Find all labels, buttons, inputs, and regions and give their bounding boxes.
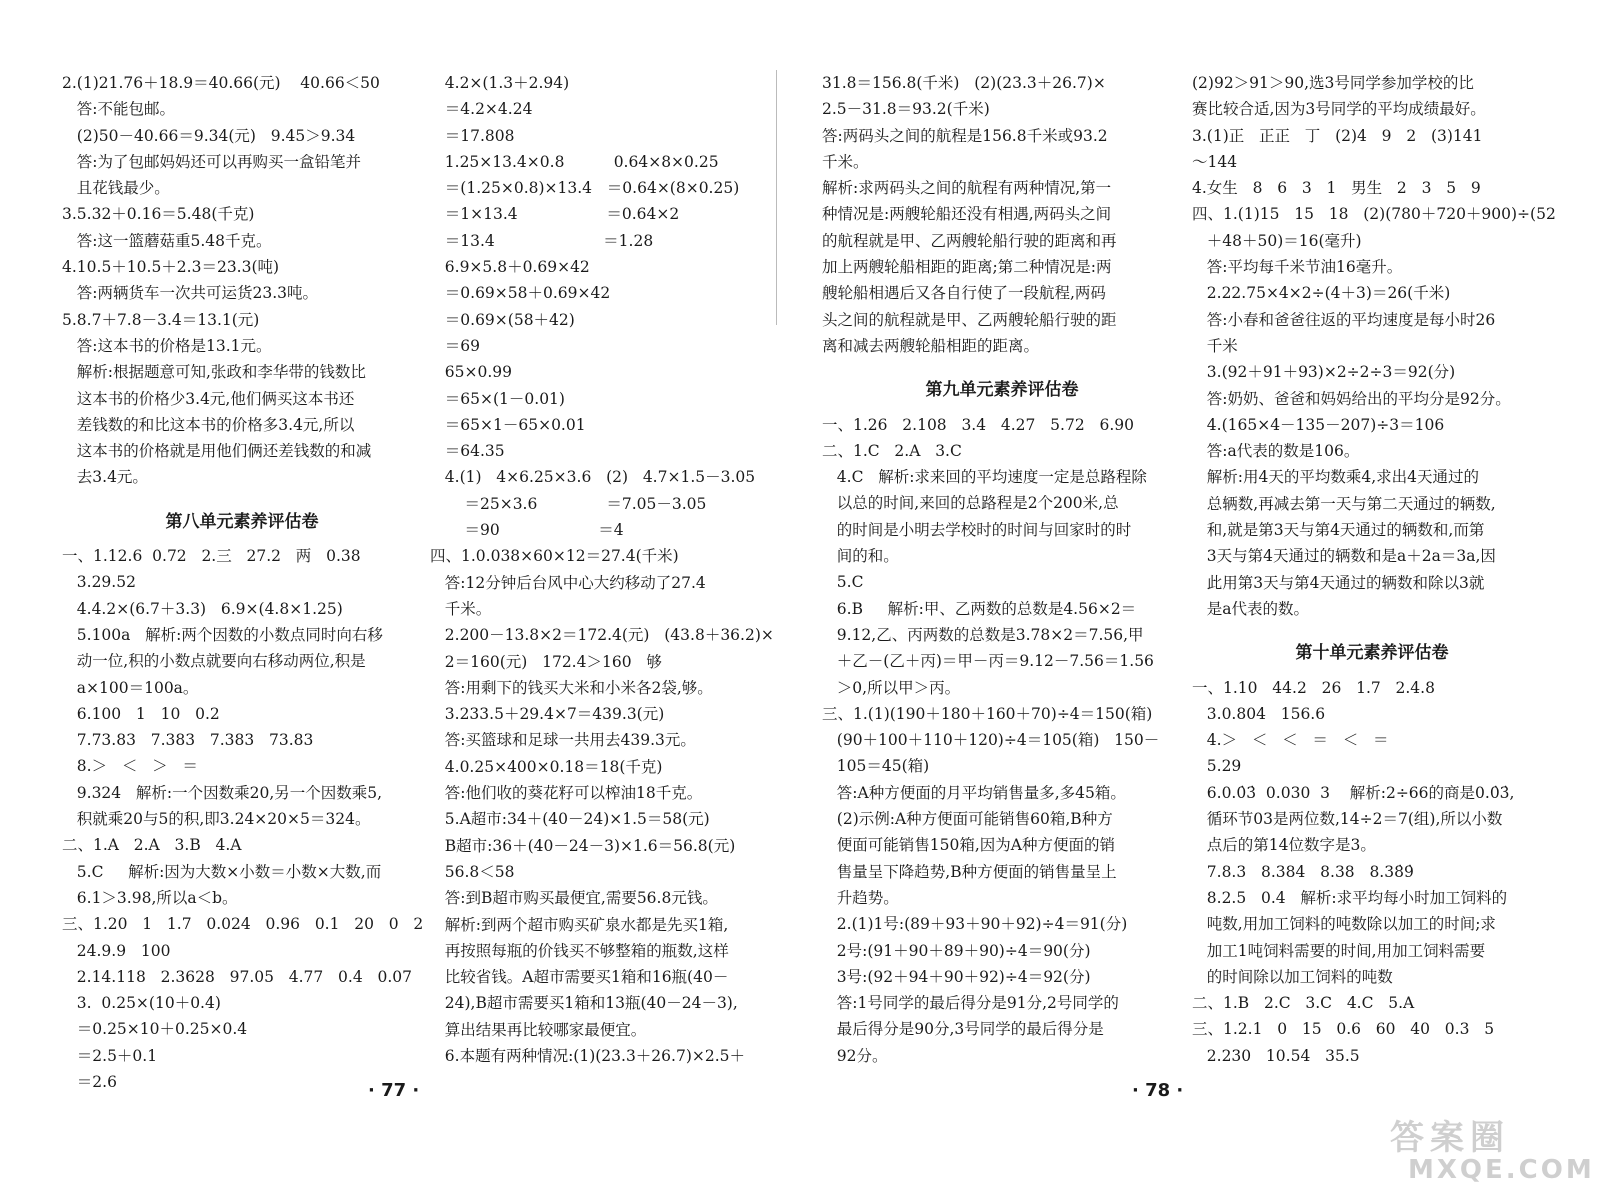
- answer-line: 3. 0.25×(10＋0.4): [62, 994, 221, 1013]
- answer-line: 7.73.83 7.383 7.383 73.83: [62, 731, 314, 750]
- answer-line: 便面可能销售150箱,因为A种方便面的销: [822, 836, 1115, 855]
- answer-line: ＝69: [430, 336, 481, 355]
- answer-line: 答:奶奶、爸爸和妈妈给出的平均分是92分。: [1192, 389, 1511, 408]
- answer-line: 答:A种方便面的月平均销售量多,多45箱。: [822, 783, 1126, 802]
- answer-line: ＋乙－(乙＋丙)＝甲－丙＝9.12－7.56＝1.56: [822, 652, 1154, 671]
- answer-line: (2)50－40.66＝9.34(元) 9.45＞9.34: [62, 126, 356, 145]
- section-heading: 第十单元素养评估卷: [1295, 643, 1449, 664]
- answer-line: 的航程就是甲、乙两艘轮船行驶的距离和再: [822, 231, 1117, 250]
- answer-line: 6.9×5.8＋0.69×42: [430, 258, 590, 277]
- answer-line: 赛比较合适,因为3号同学的平均成绩最好。: [1192, 100, 1486, 119]
- answer-line: 4.＞ ＜ ＜ ＝ ＜ ＝: [1192, 731, 1389, 750]
- answer-line: 升趋势。: [822, 888, 899, 907]
- answer-line: ＝90 ＝4: [430, 521, 624, 540]
- answer-line: 92分。: [822, 1046, 888, 1065]
- answer-line: 一、1.26 2.108 3.4 4.27 5.72 6.90: [822, 415, 1134, 434]
- answer-line: 6.0.0̇3̇ 0.030 3 解析:2÷66的商是0.0̇3̇,: [1192, 783, 1515, 802]
- answer-line: 答:两码头之间的航程是156.8千米或93.2: [822, 126, 1108, 145]
- answer-line: ＝4.2×4.24: [430, 100, 533, 119]
- answer-line: 答:小春和爸爸往返的平均速度是每小时26: [1192, 310, 1496, 329]
- answer-line: a×100＝100a。: [62, 678, 199, 697]
- answer-line: 解析:根据题意可知,张政和李华带的钱数比: [62, 363, 366, 382]
- answer-line: 5.A超市:34＋(40－24)×1.5＝58(元): [430, 810, 710, 829]
- answer-line: 5.29: [1192, 757, 1242, 776]
- answer-line: 吨数,用加工饲料的吨数除以加工的时间;求: [1192, 915, 1496, 934]
- answer-line: 答:到B超市购买最便宜,需要56.8元钱。: [430, 889, 718, 908]
- answer-line: 最后得分是90分,3号同学的最后得分是: [822, 1020, 1104, 1039]
- answer-line: 4.(1) 4×6.25×3.6 (2) 4.7×1.5－3.05: [430, 468, 756, 487]
- answer-line: 答:这本书的价格是13.1元。: [62, 336, 272, 355]
- answer-line: 3.5.32＋0.16＝5.48(千克): [62, 205, 255, 224]
- answer-line: 5.C: [822, 573, 864, 592]
- answer-line: 2＝160(元) 172.4＞160 够: [430, 652, 662, 671]
- answer-line: ＝65×(1－0.01): [430, 389, 565, 408]
- answer-line: 动一位,积的小数点就要向右移动两位,积是: [62, 652, 366, 671]
- answer-line: 56.8＜58: [430, 862, 515, 881]
- answer-line: 4.2×(1.3＋2.94): [430, 74, 570, 92]
- answer-line: 差钱数的和比这本书的价格多3.4元,所以: [62, 415, 355, 434]
- answer-line: 以总的时间,来回的总路程是2个200米,总: [822, 494, 1119, 513]
- answer-line: 二、1.A 2.A 3.B 4.A: [62, 836, 242, 855]
- answer-line: 24.9.9 100: [62, 941, 171, 960]
- answer-line: 2号:(91＋90＋89＋90)÷4＝90(分): [822, 941, 1091, 960]
- answer-line: 种情况是:两艘轮船还没有相遇,两码头之间: [822, 205, 1112, 224]
- answer-line: 答:这一篮蘑菇重5.48千克。: [62, 231, 272, 250]
- page-number-right: · 78 ·: [1132, 1080, 1184, 1101]
- answer-line: 循环节03是两位数,14÷2＝7(组),所以小数: [1192, 810, 1503, 829]
- answer-line: 比较省钱。A超市需要买1箱和16瓶(40－: [430, 968, 729, 987]
- answer-line: 6.B 解析:甲、乙两数的总数是4.56×2＝: [822, 599, 1137, 618]
- answer-line: 4.4.2×(6.7＋3.3) 6.9×(4.8×1.25): [62, 599, 343, 618]
- answer-line: ＝64.35: [430, 442, 505, 461]
- answer-line: 2.14.118 2.3628 97.05 4.77 0.4 0.07: [62, 967, 412, 986]
- section-heading: 第九单元素养评估卷: [925, 380, 1079, 401]
- answer-line: 千米: [1192, 336, 1238, 355]
- answer-line: 5.100a 解析:两个因数的小数点同时向右移: [62, 625, 383, 644]
- answer-line: 一、1.12.6 0.72 2.三 27.2 两 0.38: [62, 547, 361, 566]
- answer-line: 9.12,乙、丙两数的总数是3.78×2＝7.56,甲: [822, 625, 1144, 644]
- answer-line: 24),B超市需要买1箱和13瓶(40－24－3),: [430, 994, 738, 1013]
- answer-line: 3号:(92＋94＋90＋92)÷4＝92(分): [822, 967, 1091, 986]
- answer-line: 2.(1)21.76＋18.9＝40.66(元) 40.66＜50: [62, 74, 380, 92]
- answer-line: 2.22.75×4×2÷(4＋3)＝26(千米): [1192, 284, 1451, 303]
- column-2: [430, 70, 790, 1069]
- answer-line: 8.2.5 0.4 解析:求平均每小时加工饲料的: [1192, 888, 1508, 907]
- answer-line: 售量呈下降趋势,B种方便面的销售量呈上: [822, 862, 1117, 881]
- answer-line: ＝0.69×58＋0.69×42: [430, 284, 611, 303]
- answer-line: 答:a代表的数是106。: [1192, 442, 1360, 461]
- answer-line: 一、1.10 44.2 26 1.7 2.4.8: [1192, 678, 1435, 697]
- answer-line: 9.324 解析:一个因数乘20,另一个因数乘5,: [62, 783, 383, 802]
- answer-line: 答:1号同学的最后得分是91分,2号同学的: [822, 994, 1119, 1013]
- answer-line: 6.1＞3.98,所以a＜b。: [62, 888, 238, 907]
- answer-line: 3.233.5＋29.4×7＝439.3(元): [430, 705, 665, 724]
- answer-line: ＝2.6: [62, 1072, 117, 1091]
- answer-line: 千米。: [822, 152, 869, 171]
- answer-line: (90＋100＋110＋120)÷4＝105(箱) 150－: [822, 731, 1160, 750]
- answer-line: 再按照每瓶的价钱买不够整箱的瓶数,这样: [430, 941, 729, 960]
- answer-line: 2.200－13.8×2＝172.4(元) (43.8＋36.2)×: [430, 626, 774, 645]
- watermark-logo: [1390, 1110, 1595, 1190]
- answer-line: 二、1.C 2.A 3.C: [822, 441, 962, 460]
- answer-line: 千米。: [430, 599, 492, 618]
- answer-line: 7.8.3 8.384 8.38 8.38̇9̇: [1192, 862, 1414, 881]
- answer-line: ～144: [1192, 152, 1238, 171]
- answer-line: 8.＞ ＜ ＞ ＝: [62, 757, 198, 776]
- answer-line: 5.C 解析:因为大数×小数＝小数×大数,而: [62, 862, 382, 881]
- answer-line: 三、1.2.1 0 15 0.6 60 40 0.3 5: [1192, 1020, 1495, 1039]
- answer-line: 的时间是小明去学校时的时间与回家时的时: [822, 520, 1132, 539]
- answer-line: ＝(1.25×0.8)×13.4 ＝0.64×(8×0.25): [430, 179, 740, 198]
- answer-line: 答:两辆货车一次共可运货23.3吨。: [62, 284, 319, 303]
- answer-line: 加上两艘轮船相距的距离;第二种情况是:两: [822, 258, 1112, 277]
- answer-line: 加工1吨饲料需要的时间,用加工饲料需要: [1192, 941, 1486, 960]
- answer-line: 2.230 10.54 35.5: [1192, 1046, 1360, 1065]
- answer-line: 间的和。: [822, 547, 899, 566]
- answer-line: 6.100 1 10 0.2: [62, 704, 220, 723]
- answer-line: 解析:到两个超市购买矿泉水都是先买1箱,: [430, 915, 729, 934]
- answer-line: 1.25×13.4×0.8 0.64×8×0.25: [430, 152, 719, 171]
- section-heading: 第八单元素养评估卷: [165, 511, 319, 532]
- answer-line: ＝13.4 ＝1.28: [430, 231, 654, 250]
- answer-line: 去3.4元。: [62, 468, 148, 487]
- answer-line: ＝0.69×(58＋42): [430, 310, 575, 329]
- answer-line: 算出结果再比较哪家最便宜。: [430, 1020, 647, 1039]
- answer-line: 3.(1)正 正正 丁 (2)4 9 2 (3)141: [1192, 126, 1483, 145]
- answer-line: 的时间除以加工饲料的吨数: [1192, 967, 1393, 986]
- answer-line: 积就乘20与5的积,即3.24×20×5＝324。: [62, 810, 371, 829]
- column-1: [62, 70, 422, 1095]
- answer-line: 四、1.0.038×60×12＝27.4(千米): [430, 547, 679, 566]
- page-number-left: · 77 ·: [368, 1080, 420, 1101]
- answer-line: 四、1.(1)15 15 18 (2)(780＋720＋900)÷(52: [1192, 205, 1556, 224]
- answer-line: B超市:36＋(40－24－3)×1.6＝56.8(元): [430, 836, 736, 855]
- answer-line: 头之间的航程就是甲、乙两艘轮船行驶的距: [822, 310, 1117, 329]
- answer-line: ＞0,所以甲＞丙。: [822, 678, 961, 697]
- answer-line: 4.10.5＋10.5＋2.3＝23.3(吨): [62, 258, 280, 277]
- answer-line: 答:12分钟后台风中心大约移动了27.4: [430, 573, 706, 592]
- answer-line: 3.29.52: [62, 573, 136, 592]
- answer-line: 3.0.804 156.6: [1192, 704, 1326, 723]
- answer-line: 这本书的价格少3.4元,他们俩买这本书还: [62, 389, 355, 408]
- answer-line: 三、1.20 1 1.7 0.024 0.96 0.1 20 0 2: [62, 915, 424, 934]
- answer-line: 答:不能包邮。: [62, 100, 176, 119]
- watermark-text-top: 答案圈: [1390, 1118, 1510, 1158]
- answer-line: 答:用剩下的钱买大米和小米各2袋,够。: [430, 678, 713, 697]
- column-4: [1192, 70, 1556, 1069]
- answer-line: 2.5－31.8＝93.2(千米): [822, 100, 990, 119]
- answer-line: 3天与第4天通过的辆数和是a＋2a＝3a,因: [1192, 547, 1496, 566]
- answer-line: ＝65×1－65×0.01: [430, 415, 586, 434]
- answer-line: 65×0.99: [430, 363, 513, 382]
- answer-line: 三、1.(1)(190＋180＋160＋70)÷4＝150(箱): [822, 704, 1153, 723]
- answer-line: 答:平均每千米节油16毫升。: [1192, 258, 1403, 277]
- answer-line: 31.8＝156.8(千米) (2)(23.3＋26.7)×: [822, 74, 1106, 92]
- answer-line: 和,就是第3天与第4天通过的辆数和,而第: [1192, 521, 1485, 540]
- answer-line: 且花钱最少。: [62, 179, 170, 198]
- answer-line: ＝2.5＋0.1: [62, 1046, 158, 1065]
- answer-line: 4.女生 8 6 3 1 男生 2 3 5 9: [1192, 179, 1481, 198]
- answer-line: 6.本题有两种情况:(1)(23.3＋26.7)×2.5＋: [430, 1046, 746, 1065]
- answer-line: 答:他们收的葵花籽可以榨油18千克。: [430, 784, 703, 803]
- answer-line: 艘轮船相遇后又各自行使了一段航程,两码: [822, 284, 1106, 303]
- answer-line: 5.8.7＋7.8－3.4＝13.1(元): [62, 310, 260, 329]
- answer-line: 离和减去两艘轮船相距的距离。: [822, 336, 1040, 355]
- answer-line: 答:为了包邮妈妈还可以再购买一盒铅笔并: [62, 152, 362, 171]
- answer-line: 答:买篮球和足球一共用去439.3元。: [430, 731, 696, 750]
- column-3: [822, 70, 1182, 1069]
- answer-line: ＝25×3.6 ＝7.05－3.05: [430, 494, 707, 513]
- answer-line: (2)92＞91＞90,选3号同学参加学校的比: [1192, 74, 1474, 92]
- answer-line: 4.0.25×400×0.18＝18(千克): [430, 757, 663, 776]
- watermark-text-bottom: MXQE.COM: [1408, 1155, 1595, 1185]
- answer-line: 解析:用4天的平均数乘4,求出4天通过的: [1192, 468, 1480, 487]
- column-divider: [776, 70, 777, 325]
- answer-line: 4.C 解析:求来回的平均速度一定是总路程除: [822, 468, 1147, 487]
- answer-line: 点后的第14位数字是3。: [1192, 836, 1376, 855]
- answer-line: ＝0.25×10＋0.25×0.4: [62, 1020, 248, 1039]
- answer-line: 3.(92＋91＋93)×2÷2÷3＝92(分): [1192, 363, 1456, 382]
- answer-line: 此用第3天与第4天通过的辆数和除以3就: [1192, 573, 1485, 592]
- answer-line: ＝17.808: [430, 126, 515, 145]
- answer-line: ＝1×13.4 ＝0.64×2: [430, 205, 680, 224]
- answer-line: 105＝45(箱): [822, 757, 930, 776]
- answer-line: 2.(1)1号:(89＋93＋90＋92)÷4＝91(分): [822, 915, 1128, 934]
- answer-line: ＋48＋50)＝16(毫升): [1192, 231, 1362, 250]
- answer-line: 这本书的价格就是用他们俩还差钱数的和减: [62, 442, 372, 461]
- answer-line: (2)示例:A种方便面可能销售60箱,B种方: [822, 810, 1113, 829]
- answer-line: 二、1.B 2.C 3.C 4.C 5.A: [1192, 994, 1415, 1013]
- answer-line: 总辆数,再减去第一天与第二天通过的辆数,: [1192, 494, 1496, 513]
- answer-line: 解析:求两码头之间的航程有两种情况,第一: [822, 179, 1112, 198]
- answer-line: 是a代表的数。: [1192, 599, 1310, 618]
- answer-line: 4.(165×4－135－207)÷3＝106: [1192, 415, 1445, 434]
